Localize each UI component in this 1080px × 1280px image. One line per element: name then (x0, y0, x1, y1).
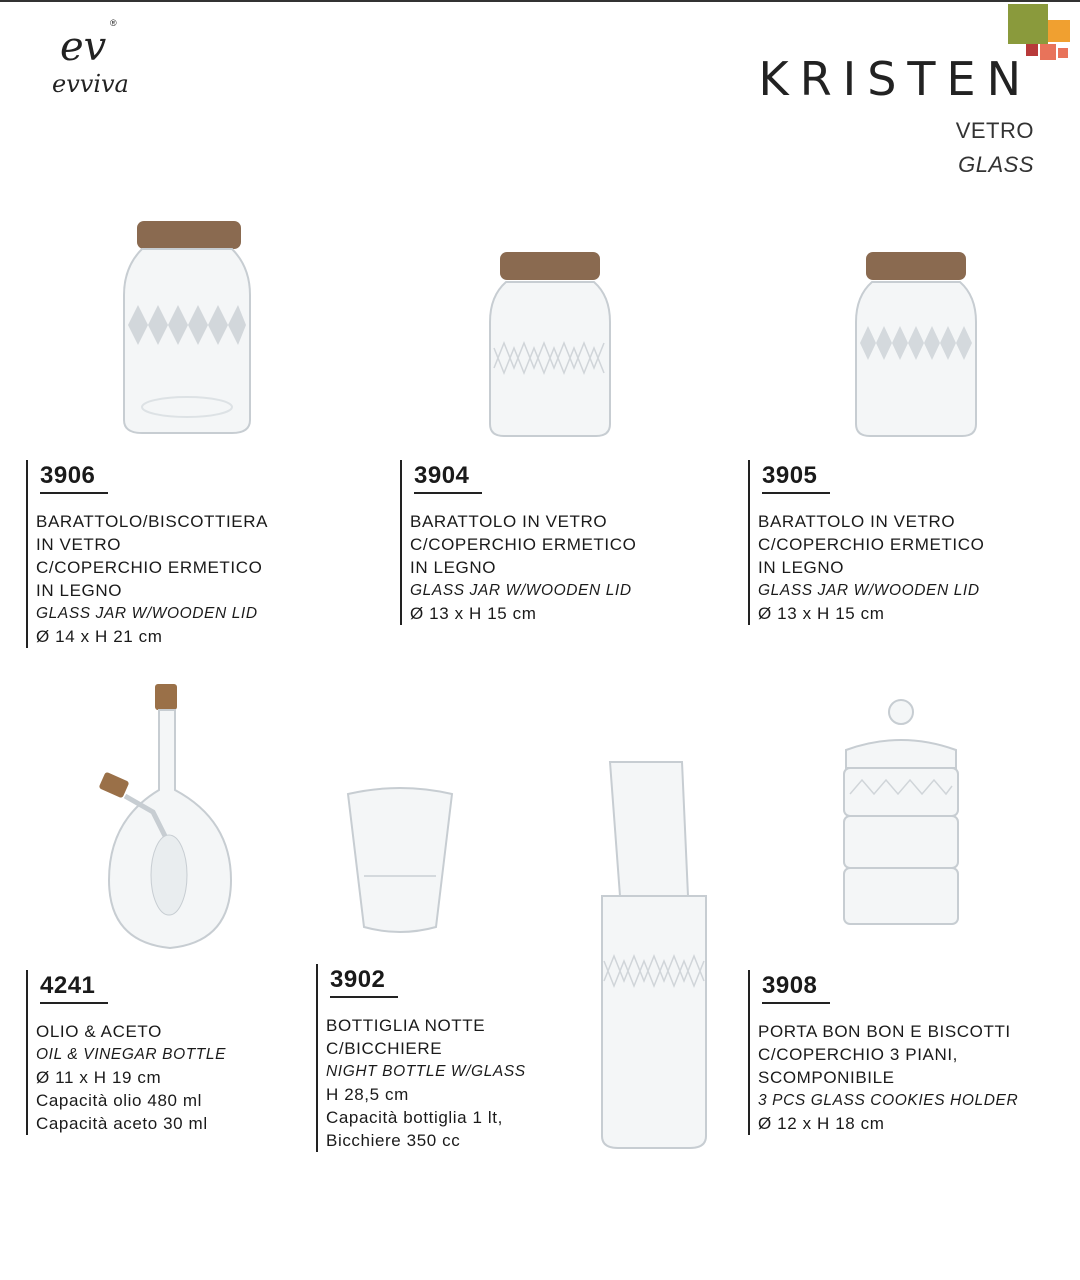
product-spec: H 28,5 cm (326, 1085, 409, 1104)
description-english: OIL & VINEGAR BOTTLE (36, 1046, 227, 1063)
product-image-3904 (480, 248, 620, 448)
product-spec: Ø 11 x H 19 cm (36, 1068, 162, 1087)
product-spec: Ø 13 x H 15 cm (410, 604, 537, 623)
product-image-3902-bottle (590, 756, 718, 1156)
svg-text:ev: ev (60, 24, 107, 70)
collection-title: KRISTEN (758, 52, 1032, 106)
product-3902 (316, 964, 526, 1152)
product-3906 (26, 460, 268, 648)
description-line: C/COPERCHIO ERMETICO (36, 558, 263, 577)
product-code: 3905 (762, 462, 818, 489)
product-spec: Ø 14 x H 21 cm (36, 627, 163, 646)
description-line: C/COPERCHIO ERMETICO (758, 535, 985, 554)
description-line: BARATTOLO IN VETRO (758, 512, 956, 531)
evviva-logo (48, 14, 138, 98)
code-underline (40, 492, 108, 494)
product-code: 3902 (330, 966, 386, 993)
description-english: GLASS JAR W/WOODEN LID (410, 582, 632, 599)
description-english: GLASS JAR W/WOODEN LID (758, 582, 980, 599)
product-spec: Capacità olio 480 ml (36, 1091, 203, 1110)
code-underline (330, 996, 398, 998)
code-underline (40, 1002, 108, 1004)
product-image-3902-glass (340, 782, 460, 942)
product-image-3905 (846, 248, 986, 458)
product-spec: Bicchiere 350 cc (326, 1131, 461, 1150)
product-4241 (26, 970, 226, 1135)
product-spec: Ø 13 x H 15 cm (758, 604, 885, 623)
description-line: IN LEGNO (410, 558, 497, 577)
description-line: BARATTOLO IN VETRO (410, 512, 608, 531)
product-spec: Capacità bottiglia 1 lt, (326, 1108, 503, 1127)
svg-text:evviva: evviva (52, 70, 129, 98)
description-line: BARATTOLO/BISCOTTIERA (36, 512, 269, 531)
description-line: C/COPERCHIO ERMETICO (410, 535, 637, 554)
material-english: GLASS (958, 152, 1034, 177)
code-underline (762, 1002, 830, 1004)
description-line: OLIO & ACETO (36, 1022, 162, 1041)
description-line: IN VETRO (36, 535, 122, 554)
description-line: IN LEGNO (758, 558, 845, 577)
svg-text:®: ® (110, 18, 117, 28)
product-code: 3904 (414, 462, 470, 489)
product-3905 (748, 460, 984, 625)
description-english: NIGHT BOTTLE W/GLASS (326, 1063, 526, 1080)
description-line: SCOMPONIBILE (758, 1068, 895, 1087)
code-underline (414, 492, 482, 494)
description-line: C/COPERCHIO 3 PIANI, (758, 1045, 958, 1064)
product-3904 (400, 460, 636, 625)
product-image-3908 (834, 694, 968, 944)
product-code: 3906 (40, 462, 96, 489)
description-line: C/BICCHIERE (326, 1039, 443, 1058)
description-line: IN LEGNO (36, 581, 123, 600)
description-line: BOTTIGLIA NOTTE (326, 1016, 486, 1035)
header-divider (0, 0, 1080, 2)
product-spec: Capacità aceto 30 ml (36, 1114, 208, 1133)
description-line: PORTA BON BON E BISCOTTI (758, 1022, 1011, 1041)
description-english: GLASS JAR W/WOODEN LID (36, 605, 258, 622)
product-image-3906 (112, 215, 262, 465)
description-english: 3 PCS GLASS COOKIES HOLDER (758, 1092, 1019, 1109)
material-italian: VETRO (955, 118, 1034, 143)
product-image-4241 (95, 680, 245, 990)
product-3908 (748, 970, 1018, 1135)
product-spec: Ø 12 x H 18 cm (758, 1114, 885, 1133)
product-code: 3908 (762, 972, 818, 999)
product-code: 4241 (40, 972, 96, 999)
code-underline (762, 492, 830, 494)
